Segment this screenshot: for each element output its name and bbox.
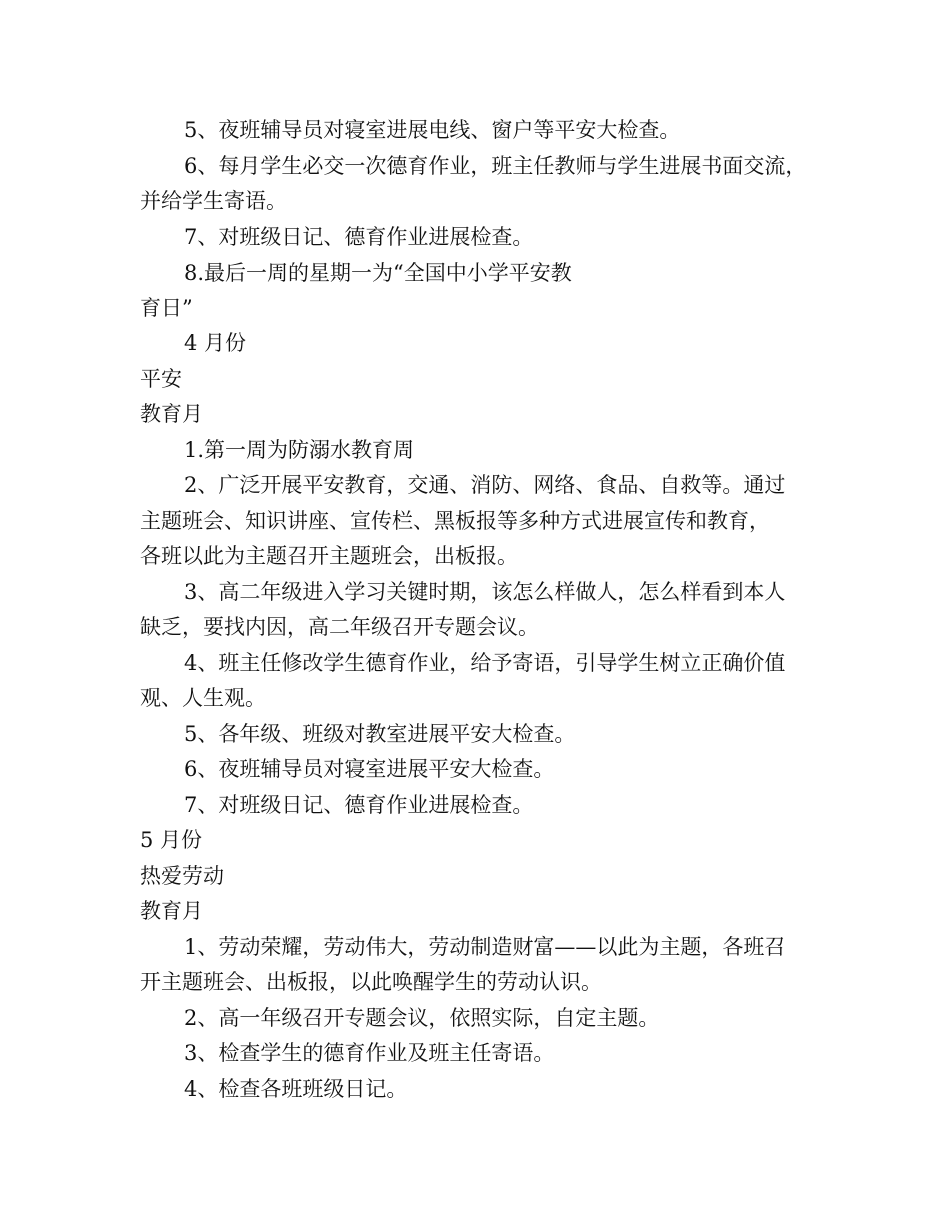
section-theme-heading: 教育月 <box>140 402 203 426</box>
text-line: 2、高一年级召开专题会议，依照实际，自定主题。 <box>184 1006 660 1030</box>
text-line: 1、劳动荣耀，劳动伟大，劳动制造财富——以此为主题，各班召 <box>184 935 786 959</box>
text-line: 3、检查学生的德育作业及班主任寄语。 <box>184 1041 555 1065</box>
section-theme-heading: 教育月 <box>140 899 203 923</box>
section-month-heading: 4 月份 <box>184 331 247 355</box>
text-line: 5、各年级、班级对教室进展平安大检查。 <box>184 722 576 746</box>
text-line: 6、每月学生必交一次德育作业，班主任教师与学生进展书面交流， <box>184 154 807 178</box>
text-line: 主题班会、知识讲座、宣传栏、黑板报等多种方式进展宣传和教育， <box>140 509 770 533</box>
text-line: 6、夜班辅导员对寝室进展平安大检查。 <box>184 757 555 781</box>
section-month-heading: 5 月份 <box>140 828 203 852</box>
text-line: 开主题班会、出板报，以此唤醒学生的劳动认识。 <box>140 970 602 994</box>
text-line: 育日” <box>140 296 193 320</box>
text-line: 4、检查各班班级日记。 <box>184 1077 408 1101</box>
text-line: 各班以此为主题召开主题班会，出板报。 <box>140 544 518 568</box>
text-line: 2、广泛开展平安教育，交通、消防、网络、食品、自救等。通过 <box>184 473 786 497</box>
text-line: 1.第一周为防溺水教育周 <box>184 438 415 462</box>
section-theme-heading: 平安 <box>140 367 182 391</box>
text-line: 7、对班级日记、德育作业进展检查。 <box>184 793 534 817</box>
text-line: 5、夜班辅导员对寝室进展电线、窗户等平安大检查。 <box>184 118 681 142</box>
text-line: 4、班主任修改学生德育作业，给予寄语，引导学生树立正确价值 <box>184 651 786 675</box>
text-line: 8.最后一周的星期一为“全国中小学平安教 <box>184 261 572 285</box>
text-line: 3、高二年级进入学习关键时期，该怎么样做人，怎么样看到本人 <box>184 580 786 604</box>
text-line: 并给学生寄语。 <box>140 189 287 213</box>
text-line: 7、对班级日记、德育作业进展检查。 <box>184 225 534 249</box>
text-line: 观、人生观。 <box>140 686 266 710</box>
text-line: 缺乏，要找内因，高二年级召开专题会议。 <box>140 615 539 639</box>
section-theme-heading: 热爱劳动 <box>140 864 224 888</box>
